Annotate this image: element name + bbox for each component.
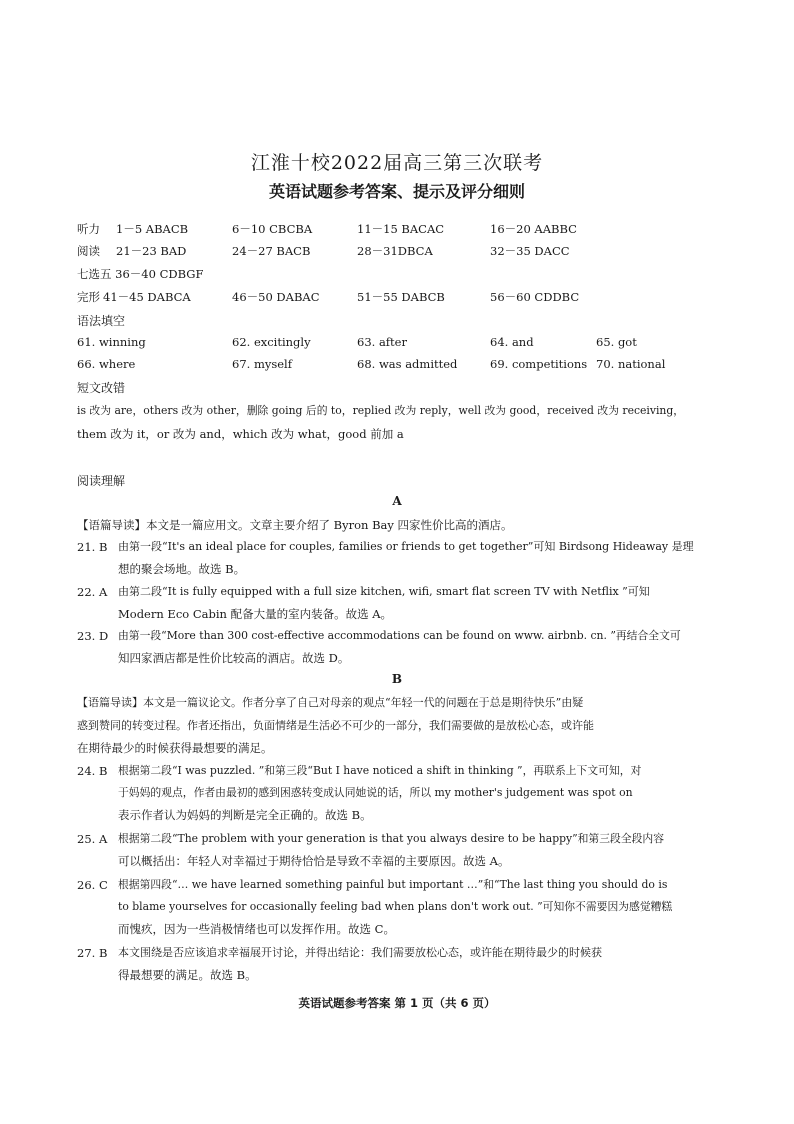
error-correction-line: them 改为 it，or 改为 and，which 改为 what，good 前加 a — [77, 427, 404, 441]
question-explanation: to blame yourselves for occasionally feeling bad when plans don't work out. ”可知你不需要因为感觉糟糕 — [118, 900, 673, 913]
question-explanation: 而愧疚，因为一些消极情绪也可以发挥作用。故选 C。 — [118, 922, 395, 936]
question-number: 24. B — [77, 764, 108, 778]
intro-line: 惑到赞同的转变过程。作者还指出，负面情绪是生活必不可少的一部分，我们需要做的是放松心态，或许能 — [77, 718, 594, 732]
reading-group-3: 28－31DBCA — [357, 244, 433, 258]
grammar-answer: 68. was admitted — [357, 357, 458, 371]
question-number: 26. C — [77, 878, 108, 892]
listening-label: 听力 — [77, 222, 100, 236]
question-explanation: Modern Eco Cabin 配备大量的室内装备。故选 A。 — [118, 607, 393, 621]
question-explanation: 由第一段“More than 300 cost-effective accommodations can be found on www. airbnb. cn. ”再结合全文可 — [118, 629, 681, 642]
grammar-answer: 64. and — [490, 335, 534, 349]
reading-group-4: 32－35 DACC — [490, 244, 570, 258]
seven-choose-five: 七选五 36－40 CDBGF — [77, 267, 204, 281]
grammar-answer: 61. winning — [77, 335, 146, 349]
passage-a-heading: A — [392, 494, 402, 508]
grammar-answer: 65. got — [596, 335, 637, 349]
passage-a-intro: 【语篇导读】本文是一篇应用文。文章主要介绍了 Byron Bay 四家性价比高的酒店。 — [77, 518, 513, 532]
listening-group-2: 6－10 CBCBA — [232, 222, 313, 236]
grammar-answer: 63. after — [357, 335, 407, 349]
grammar-answer: 69. competitions — [490, 357, 588, 371]
reading-group-1: 21－23 BAD — [116, 244, 187, 258]
page-title: 江淮十校2022届高三第三次联考 — [250, 152, 544, 174]
question-number: 22. A — [77, 585, 108, 599]
cloze-group-1: 41－45 DABCA — [103, 290, 191, 304]
question-explanation: 于妈妈的观点，作者由最初的感到困惑转变成认同她说的话，所以 my mother's judgement was spot on — [118, 786, 633, 799]
passage-b-intro — [77, 692, 717, 760]
question-number: 23. D — [77, 629, 109, 643]
grammar-answer: 67. myself — [232, 357, 292, 371]
error-correction-line: is 改为 are，others 改为 other，删除 going 后的 to，replied 改为 reply，well 改为 good，received 改为 receiving， — [77, 404, 685, 417]
reading-group-2: 24－27 BACB — [232, 244, 311, 258]
error-correction-label: 短文改错 — [77, 381, 126, 395]
page-footer: 英语试题参考答案 第 1 页（共 6 页） — [298, 996, 496, 1010]
listening-group-3: 11－15 BACAC — [357, 222, 445, 236]
cloze-label: 完形 — [77, 290, 100, 304]
question-explanation: 表示作者认为妈妈的判断是完全正确的。故选 B。 — [118, 808, 372, 822]
grammar-answer: 66. where — [77, 357, 136, 371]
question-explanation: 根据第二段“The problem with your generation is that you always desire to be happy”和第三段全段内容 — [118, 832, 665, 845]
cloze-group-2: 46－50 DABAC — [232, 290, 320, 304]
intro-line: 在期待最少的时候获得最想要的满足。 — [77, 741, 273, 755]
question-explanation: 由第一段“It's an ideal place for couples, families or friends to get together”可知 Birdsong Hideaway 是理 — [118, 540, 694, 553]
listening-group-4: 16－20 AABBC — [490, 222, 577, 236]
question-explanation: 由第二段“It is fully equipped with a full size kitchen, wifi, smart flat screen TV with Netflix ”可知 — [118, 585, 650, 598]
reading-label: 阅读 — [77, 244, 100, 258]
question-explanation: 根据第四段“… we have learned something painful but important …”和“The last thing you should do is — [118, 878, 668, 891]
question-number: 25. A — [77, 832, 108, 846]
question-explanation: 得最想要的满足。故选 B。 — [118, 968, 257, 982]
question-explanation: 根据第二段“I was puzzled. ”和第三段“But I have noticed a shift in thinking ”，再联系上下文可知，对 — [118, 764, 642, 777]
page-subtitle: 英语试题参考答案、提示及评分细则 — [268, 182, 525, 201]
grammar-answer: 70. national — [596, 357, 666, 371]
grammar-answer: 62. excitingly — [232, 335, 311, 349]
cloze-group-3: 51－55 DABCB — [357, 290, 445, 304]
question-explanation: 本文围绕是否应该追求幸福展开讨论，并得出结论：我们需要放松心态，或许能在期待最少的时候获 — [118, 946, 602, 959]
question-number: 27. B — [77, 946, 108, 960]
grammar-label: 语法填空 — [77, 314, 126, 328]
question-explanation: 可以概括出：年轻人对幸福过于期待恰恰是导致不幸福的主要原因。故选 A。 — [118, 854, 510, 868]
intro-line: 【语篇导读】本文是一篇议论文。作者分享了自己对母亲的观点“年轻一代的问题在于总是期待快乐”由疑 — [77, 696, 584, 709]
cloze-group-4: 56－60 CDDBC — [490, 290, 580, 304]
question-explanation: 想的聚会场地。故选 B。 — [118, 562, 246, 576]
passage-b-heading: B — [391, 672, 403, 686]
reading-section-label: 阅读理解 — [77, 474, 126, 488]
question-explanation: 知四家酒店都是性价比较高的酒店。故选 D。 — [118, 651, 350, 665]
listening-group-1: 1－5 ABACB — [116, 222, 189, 236]
question-number: 21. B — [77, 540, 108, 554]
